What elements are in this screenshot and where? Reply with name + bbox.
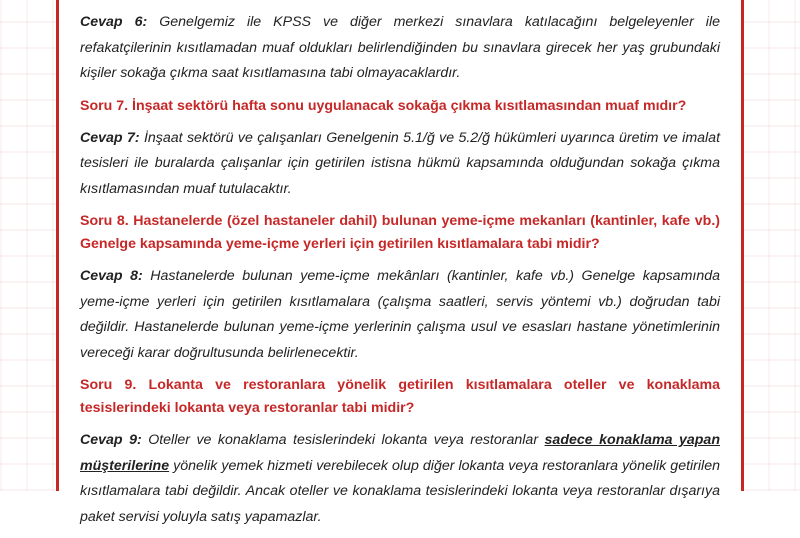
answer-6 — [80, 10, 720, 87]
question-9: Soru 9. Lokanta ve restoranlara yönelik getirilen kısıtlamalara oteller ve konaklama tesislerindeki lokanta veya restoranlar tabi midir? — [80, 377, 720, 416]
question-7: Soru 7. İnşaat sektörü hafta sonu uygulanacak sokağa çıkma kısıtlamasından muaf mıdır? — [80, 97, 687, 114]
answer-label: Cevap 6: — [80, 14, 148, 30]
answer-label: Cevap 7: — [80, 129, 140, 146]
question-8: Soru 8. Hastanelerde (özel hastaneler dahil) bulunan yeme-içme mekanları (kantinler, kafe vb.) Genelge kapsamında yeme-içme yerleri için getirilen kısıtlamalara tabi midir? — [80, 213, 720, 252]
answer-7 — [80, 126, 720, 203]
answer-9 — [80, 428, 720, 530]
answer-text: Hastanelerde bulunan yeme-içme mekânları (kantinler, kafe vb.) Genelge kapsamında yeme-içme yerleri için getirilen kısıtlamalara (çalışma saatleri, servis yöntemi vb.) doğrudan tabi değildir. Hastanelerde bulunan yeme-içme yerlerinin çalışma usul ve esasları hastane yönetimlerinin vereceği karar doğrultusunda belirlenecektir. — [80, 268, 720, 361]
answer-text-before: Oteller ve konaklama tesislerindeki lokanta veya restoranlar — [148, 432, 539, 448]
answer-label: Cevap 9: — [80, 432, 142, 448]
answer-emphasis: sadece konaklama yapan müşterilerine — [80, 432, 720, 474]
answer-text: İnşaat sektörü ve çalışanları Genelgenin 5.1/ğ ve 5.2/ğ hükümleri uyarınca üretim ve imalat tesisleri ile buralarda çalışanlar için getirilen istisna hükmü kapsamında olduğundan sokağa çıkma kısıtlamasından muaf tutulacaktır. — [80, 129, 721, 197]
decorative-border-right — [742, 0, 800, 491]
frame-line-left — [56, 0, 59, 491]
answer-text: Genelgemiz ile KPSS ve diğer merkezi sınavlara katılacağını belgeleyenler ile refakatçilerinin kısıtlamadan muaf oldukları belirlendiğinden bu sınavlara girecek her yaş grubundaki kişiler sokağa çıkma saat kısıtlamasına tabi olmayacaklardır. — [80, 14, 720, 81]
answer-label: Cevap 8: — [80, 268, 143, 284]
answer-text-after: yönelik yemek hizmeti verebilecek olup diğer lokanta veya restoranlara yönelik getirilen kısıtlamalara tabi değildir. Ancak oteller ve konaklama tesislerindeki lokanta veya restoranlar dışarıya paket servisi yoluyla satış yapamazlar. — [80, 457, 720, 525]
document-body — [80, 10, 720, 538]
answer-8 — [80, 264, 720, 366]
frame-line-right — [741, 0, 744, 491]
decorative-border-left — [0, 0, 58, 491]
